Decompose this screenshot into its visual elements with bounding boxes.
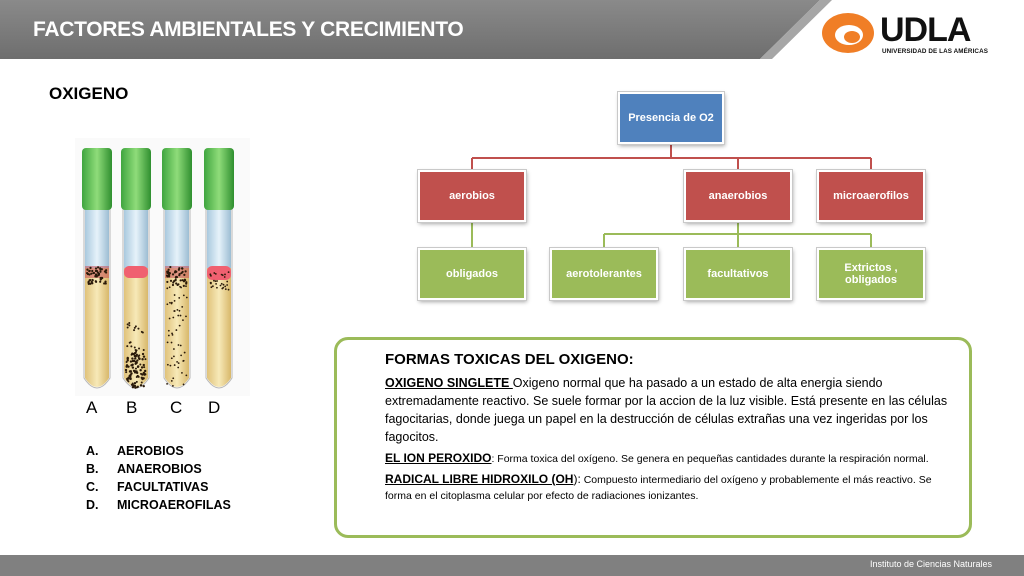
- section-title: OXIGENO: [49, 84, 129, 103]
- tube-legend: [86, 442, 231, 514]
- node-aerobios: aerobios: [418, 170, 526, 222]
- hidroxilo-label: RADICAL LIBRE HIDROXILO (OH: [385, 472, 574, 486]
- node-aerotolerantes: aerotolerantes: [550, 248, 658, 300]
- node-obligados: obligados: [418, 248, 526, 300]
- tube-letter-a: A: [86, 398, 98, 417]
- udla-logo: [822, 11, 989, 58]
- list-label: AEROBIOS: [117, 444, 184, 458]
- test-tube-c: [162, 148, 192, 388]
- tube-letters: [86, 398, 236, 418]
- list-item: [86, 478, 231, 496]
- node-microaerofilos: microaerofilos: [817, 170, 925, 222]
- list-item: [86, 442, 231, 460]
- tube-letter-d: D: [208, 398, 221, 417]
- hidroxilo-label-tail: ):: [573, 472, 581, 486]
- list-marker: D.: [86, 498, 99, 512]
- page-title: FACTORES AMBIENTALES Y CRECIMIENTO: [33, 18, 464, 41]
- tube-letter-b: B: [126, 398, 138, 417]
- footer-bar: [0, 555, 1024, 576]
- node-facultativos: facultativos: [684, 248, 792, 300]
- singlete-label: OXIGENO SINGLETE: [385, 376, 513, 390]
- hidroxilo-text: Compuesto intermediario del oxígeno y probablemente el más reactivo. Se forma en el citoplasma celular por efecto de radiaciones ionizantes.: [385, 474, 932, 502]
- list-marker: B.: [86, 462, 99, 476]
- singlete-paragraph: [385, 374, 955, 446]
- node-anaerobios: anaerobios: [684, 170, 792, 222]
- list-label: MICROAEROFILAS: [117, 498, 231, 512]
- node-root: Presencia de O2: [618, 92, 724, 144]
- list-item: [86, 496, 231, 514]
- list-marker: C.: [86, 480, 99, 494]
- footer-text: Instituto de Ciencias Naturales: [869, 559, 992, 569]
- singlete-text: Oxigeno normal que ha pasado a un estado de alta energia siendo extremadamente reactivo. Se suele formar por la accion de la luz visible. Está presente en las células fagocitarias, donde juega un papel en la destrucción de células extrañas una vez ingeridas por los fagocitos.: [385, 376, 948, 444]
- test-tube-d: [204, 148, 234, 388]
- list-label: FACULTATIVAS: [117, 480, 209, 494]
- panel-title: FORMAS TOXICAS DEL OXIGENO:: [385, 351, 634, 368]
- logo-subtitle: UNIVERSIDAD DE LAS AMÉRICAS: [882, 48, 989, 55]
- peroxido-label: EL ION PEROXIDO: [385, 451, 492, 465]
- peroxido-text: : Forma toxica del oxígeno. Se genera en pequeñas cantidades durante la respiración normal.: [491, 453, 929, 465]
- toxic-forms-panel: [334, 337, 972, 538]
- test-tube-b: [121, 148, 151, 389]
- peroxido-paragraph: [385, 450, 955, 467]
- logo-wordmark: UDLA: [880, 11, 971, 49]
- list-item: [86, 460, 231, 478]
- test-tubes-illustration: [75, 138, 250, 396]
- test-tube-a: [82, 148, 112, 388]
- list-marker: A.: [86, 444, 99, 458]
- tube-letter-c: C: [170, 398, 183, 417]
- oxygen-hierarchy-diagram: [410, 86, 930, 308]
- node-extrictos-obligados: Extrictos , obligados: [817, 248, 925, 300]
- udla-emblem-icon: [822, 12, 878, 54]
- hidroxilo-paragraph: [385, 471, 955, 504]
- list-label: ANAEROBIOS: [117, 462, 202, 476]
